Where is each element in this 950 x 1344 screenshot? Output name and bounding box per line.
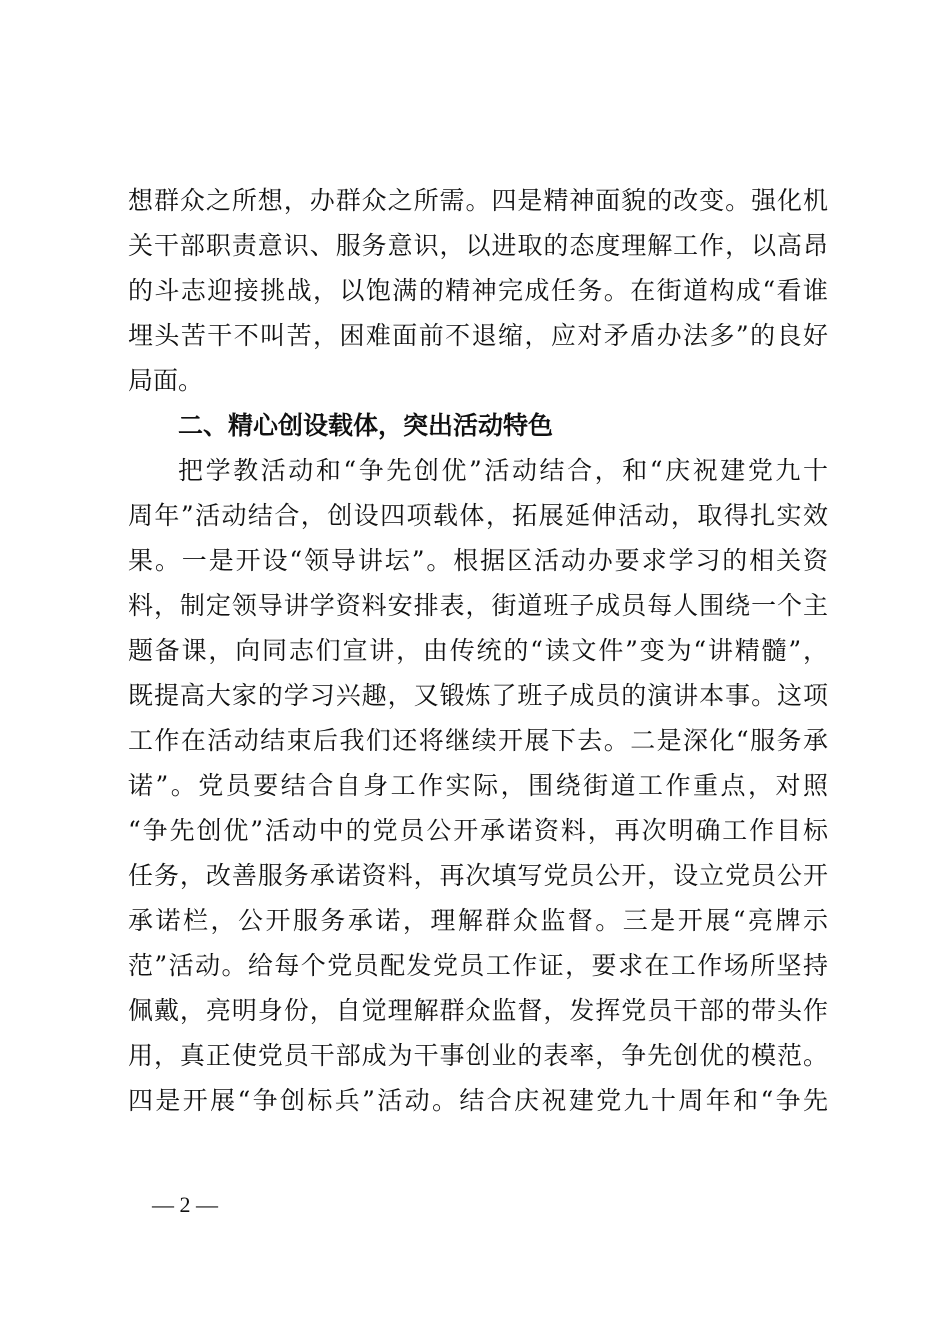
text-line: 果。一是开设“领导讲坛”。根据区活动办要求学习的相关资 [128,546,828,575]
section-heading: 二、精心创设载体，突出活动特色 [178,411,554,440]
text-line: 四是开展“争创标兵”活动。结合庆祝建党九十周年和“争先 [128,1086,828,1115]
text-line: 承诺栏，公开服务承诺，理解群众监督。三是开展“亮牌示 [128,906,828,935]
text-line: 的斗志迎接挑战，以饱满的精神完成任务。在街道构成“看谁 [128,276,828,305]
text-line: 想群众之所想，办群众之所需。四是精神面貌的改变。强化机 [128,186,828,215]
text-line: 埋头苦干不叫苦，困难面前不退缩，应对矛盾办法多”的良好 [128,321,828,350]
text-line: 用，真正使党员干部成为干事创业的表率，争先创优的模范。 [128,1041,828,1070]
text-line: 料，制定领导讲学资料安排表，街道班子成员每人围绕一个主 [128,591,828,620]
page-number: — 2 — [152,1192,218,1217]
text-line: 范”活动。给每个党员配发党员工作证，要求在工作场所坚持 [128,951,828,980]
text-line: 周年”活动结合，创设四项载体，拓展延伸活动，取得扎实效 [128,501,828,530]
text-line: “争先创优”活动中的党员公开承诺资料，再次明确工作目标 [128,816,828,845]
text-line: 把学教活动和“争先创优”活动结合，和“庆祝建党九十 [178,456,828,485]
body-text [128,178,828,1123]
text-line: 诺”。党员要结合自身工作实际，围绕街道工作重点，对照 [128,771,828,800]
text-line: 任务，改善服务承诺资料，再次填写党员公开，设立党员公开 [128,861,828,890]
text-line: 题备课，向同志们宣讲，由传统的“读文件”变为“讲精髓”， [128,636,828,665]
text-line: 关干部职责意识、服务意识，以进取的态度理解工作，以高昂 [128,231,828,260]
text-line: 工作在活动结束后我们还将继续开展下去。二是深化“服务承 [128,726,828,755]
text-line: 佩戴，亮明身份，自觉理解群众监督，发挥党员干部的带头作 [128,996,828,1025]
text-line: 既提高大家的学习兴趣，又锻炼了班子成员的演讲本事。这项 [128,681,828,710]
text-line: 局面。 [128,366,204,395]
